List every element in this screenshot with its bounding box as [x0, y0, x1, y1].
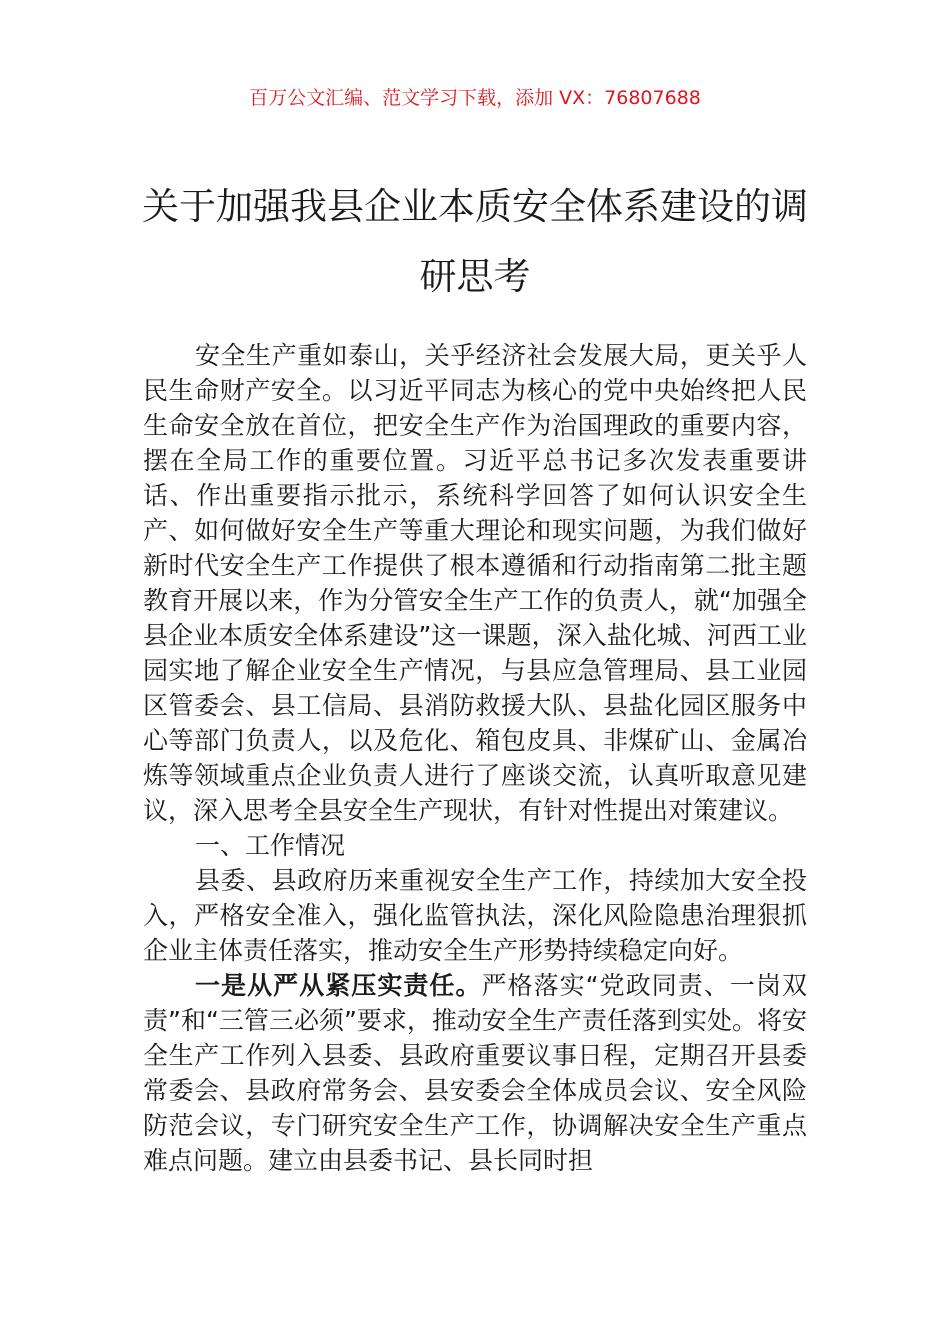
point-one-body: 严格落实“党政同责、一岗双责”和“三管三必须”要求，推动安全生产责任落到实处。将安全生产工作列入县委、县政府重要议事日程，定期召开县委常委会、县政府常务会、县安委会全体成员会议、安全风险防范会议，专门研究安全生产工作，协调解决安全生产重点难点问题。建立由县委书记、县长同时担 — [143, 971, 807, 1175]
watermark-text: 百万公文汇编、范文学习下载，添加 VX：76807688 — [249, 87, 701, 109]
point-one-lead: 一是从严从紧压实责任。 — [195, 971, 482, 1000]
point-one-paragraph — [143, 968, 807, 1178]
section-body-paragraph: 县委、县政府历来重视安全生产工作，持续加大安全投入，严格安全准入，强化监管执法，深化风险隐患治理狠抓企业主体责任落实，推动安全生产形势持续稳定向好。 — [143, 866, 807, 965]
document-title: 关于加强我县企业本质安全体系建设的调研思考 — [142, 185, 808, 298]
document-body — [143, 338, 807, 1178]
section-heading: 一、工作情况 — [195, 831, 346, 860]
intro-paragraph: 安全生产重如泰山，关乎经济社会发展大局，更关乎人民生命财产安全。以习近平同志为核心的党中央始终把人民生命安全放在首位，把安全生产作为治国理政的重要内容，摆在全局工作的重要位置。习近平总书记多次发表重要讲话、作出重要指示批示，系统科学回答了如何认识安全生产、如何做好安全生产等重大理论和现实问题，为我们做好新时代安全生产工作提供了根本遵循和行动指南第二批主题教育开展以来，作为分管安全生产工作的负责人，就“加强全县企业本质安全体系建设”这一课题，深入盐化城、河西工业园实地了解企业安全生产情况，与县应急管理局、县工业园区管委会、县工信局、县消防救援大队、县盐化园区服务中心等部门负责人，以及危化、箱包皮具、非煤矿山、金属冶炼等领域重点企业负责人进行了座谈交流，认真听取意见建议，深入思考全县安全生产现状，有针对性提出对策建议。 — [143, 341, 807, 825]
